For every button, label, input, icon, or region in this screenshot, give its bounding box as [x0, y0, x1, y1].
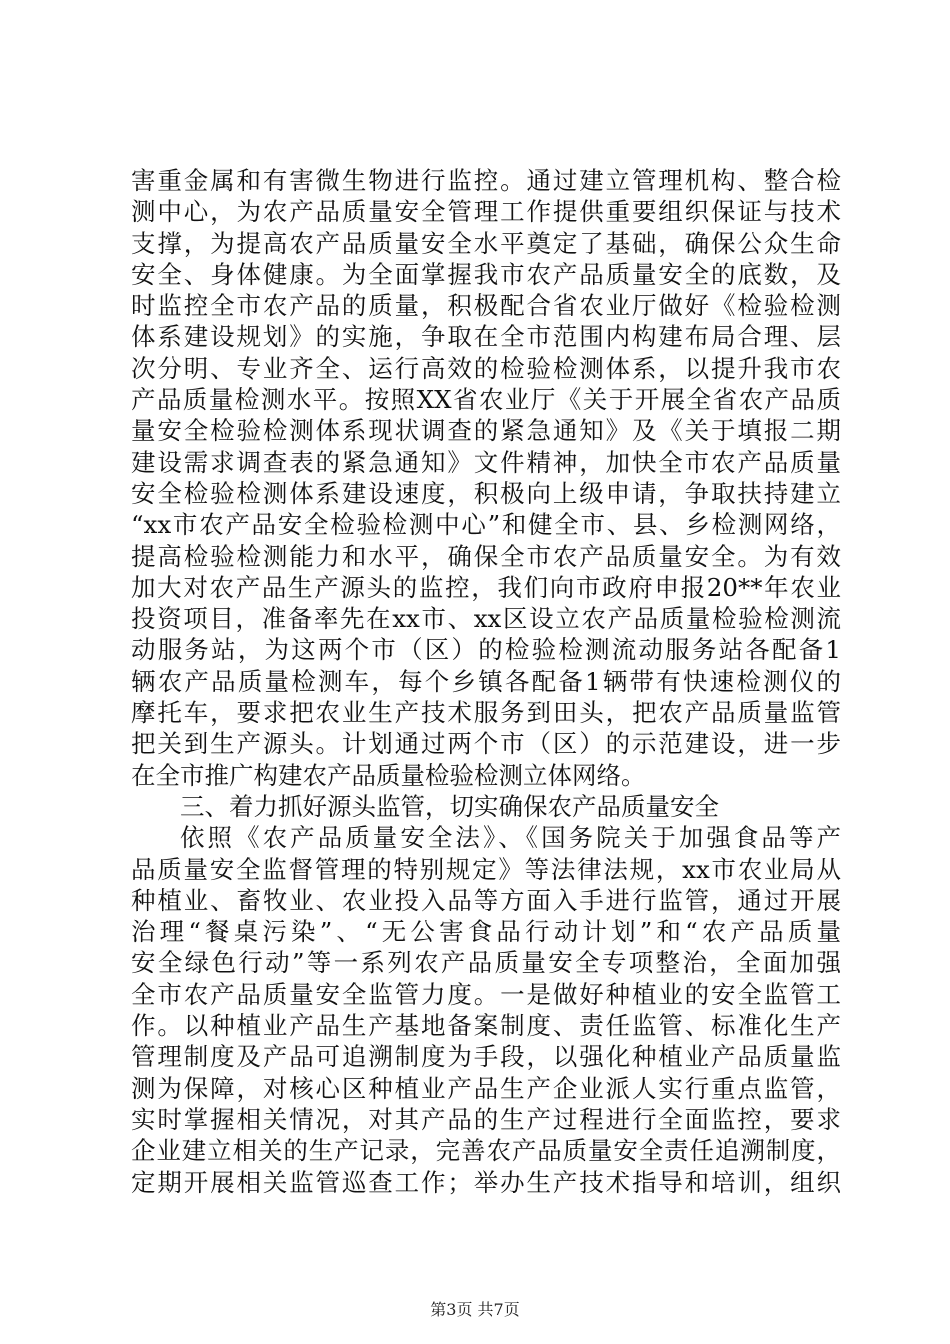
text-line: “xx市农产品安全检验检测中心”和健全市、县、乡检测网络， — [131, 510, 841, 540]
text-line: 测中心，为农产品质量安全管理工作提供重要组织保证与技术 — [131, 197, 841, 227]
text-line: 治理“餐桌污染”、“无公害食品行动计划”和“农产品质量 — [131, 917, 841, 947]
text-line: 量安全检验检测体系现状调查的紧急通知》及《关于填报二期 — [131, 416, 841, 446]
text-line: 建设需求调查表的紧急通知》文件精神，加快全市农产品质量 — [131, 447, 841, 477]
text-line: 种植业、畜牧业、农业投入品等方面入手进行监管，通过开展 — [131, 885, 841, 915]
text-line: 体系建设规划》的实施，争取在全市范围内构建布局合理、层 — [131, 322, 841, 352]
text-line: 支撑，为提高农产品质量安全水平奠定了基础，确保公众生命 — [131, 228, 841, 258]
text-line: 依照《农产品质量安全法》、《国务院关于加强食品等产 — [180, 823, 841, 853]
document-body — [131, 165, 841, 1198]
text-line: 害重金属和有害微生物进行监控。通过建立管理机构、整合检 — [131, 166, 841, 195]
text-line: 作。以种植业产品生产基地备案制度、责任监管、标准化生产 — [131, 1011, 841, 1041]
text-line: 管理制度及产品可追溯制度为手段，以强化种植业产品质量监 — [131, 1042, 841, 1072]
text-line: 企业建立相关的生产记录，完善农产品质量安全责任追溯制度， — [131, 1136, 841, 1166]
text-line: 安全检验检测体系建设速度，积极向上级申请，争取扶持建立 — [131, 478, 841, 508]
text-line: 定期开展相关监管巡查工作；举办生产技术指导和培训，组织 — [131, 1167, 841, 1197]
text-line: 安全、身体健康。为全面掌握我市农产品质量安全的底数，及 — [131, 259, 841, 289]
page-footer: 第3页 共7页 — [430, 1300, 520, 1319]
text-line: 次分明、专业齐全、运行高效的检验检测体系，以提升我市农 — [131, 353, 841, 383]
text-line: 提高检验检测能力和水平，确保全市农产品质量安全。为有效 — [131, 541, 841, 571]
text-line: 投资项目，准备率先在xx市、xx区设立农产品质量检验检测流 — [131, 604, 841, 634]
text-line: 全市农产品质量安全监管力度。一是做好种植业的安全监管工 — [131, 979, 841, 1009]
text-line: 在全市推广构建农产品质量检验检测立体网络。 — [131, 760, 646, 790]
text-line: 产品质量检测水平。按照XX省农业厅《关于开展全省农产品质 — [131, 385, 841, 415]
text-line: 辆农产品质量检测车，每个乡镇各配备1辆带有快速检测仪的 — [131, 666, 841, 696]
text-line: 品质量安全监督管理的特别规定》等法律法规，xx市农业局从 — [131, 854, 841, 884]
text-line: 实时掌握相关情况，对其产品的生产过程进行全面监控，要求 — [131, 1104, 841, 1134]
section-heading: 三、着力抓好源头监管，切实确保农产品质量安全 — [180, 791, 719, 821]
text-line: 测为保障，对核心区种植业产品生产企业派人实行重点监管， — [131, 1073, 841, 1103]
text-line: 摩托车，要求把农业生产技术服务到田头，把农产品质量监管 — [131, 698, 841, 728]
text-line: 时监控全市农产品的质量，积极配合省农业厅做好《检验检测 — [131, 291, 841, 321]
text-line: 安全绿色行动”等一系列农产品质量安全专项整治，全面加强 — [131, 948, 841, 978]
text-line: 加大对农产品生产源头的监控，我们向市政府申报20**年农业 — [131, 572, 841, 602]
text-line: 把关到生产源头。计划通过两个市（区）的示范建设，进一步 — [131, 729, 841, 759]
text-line: 动服务站，为这两个市（区）的检验检测流动服务站各配备1 — [131, 635, 841, 665]
